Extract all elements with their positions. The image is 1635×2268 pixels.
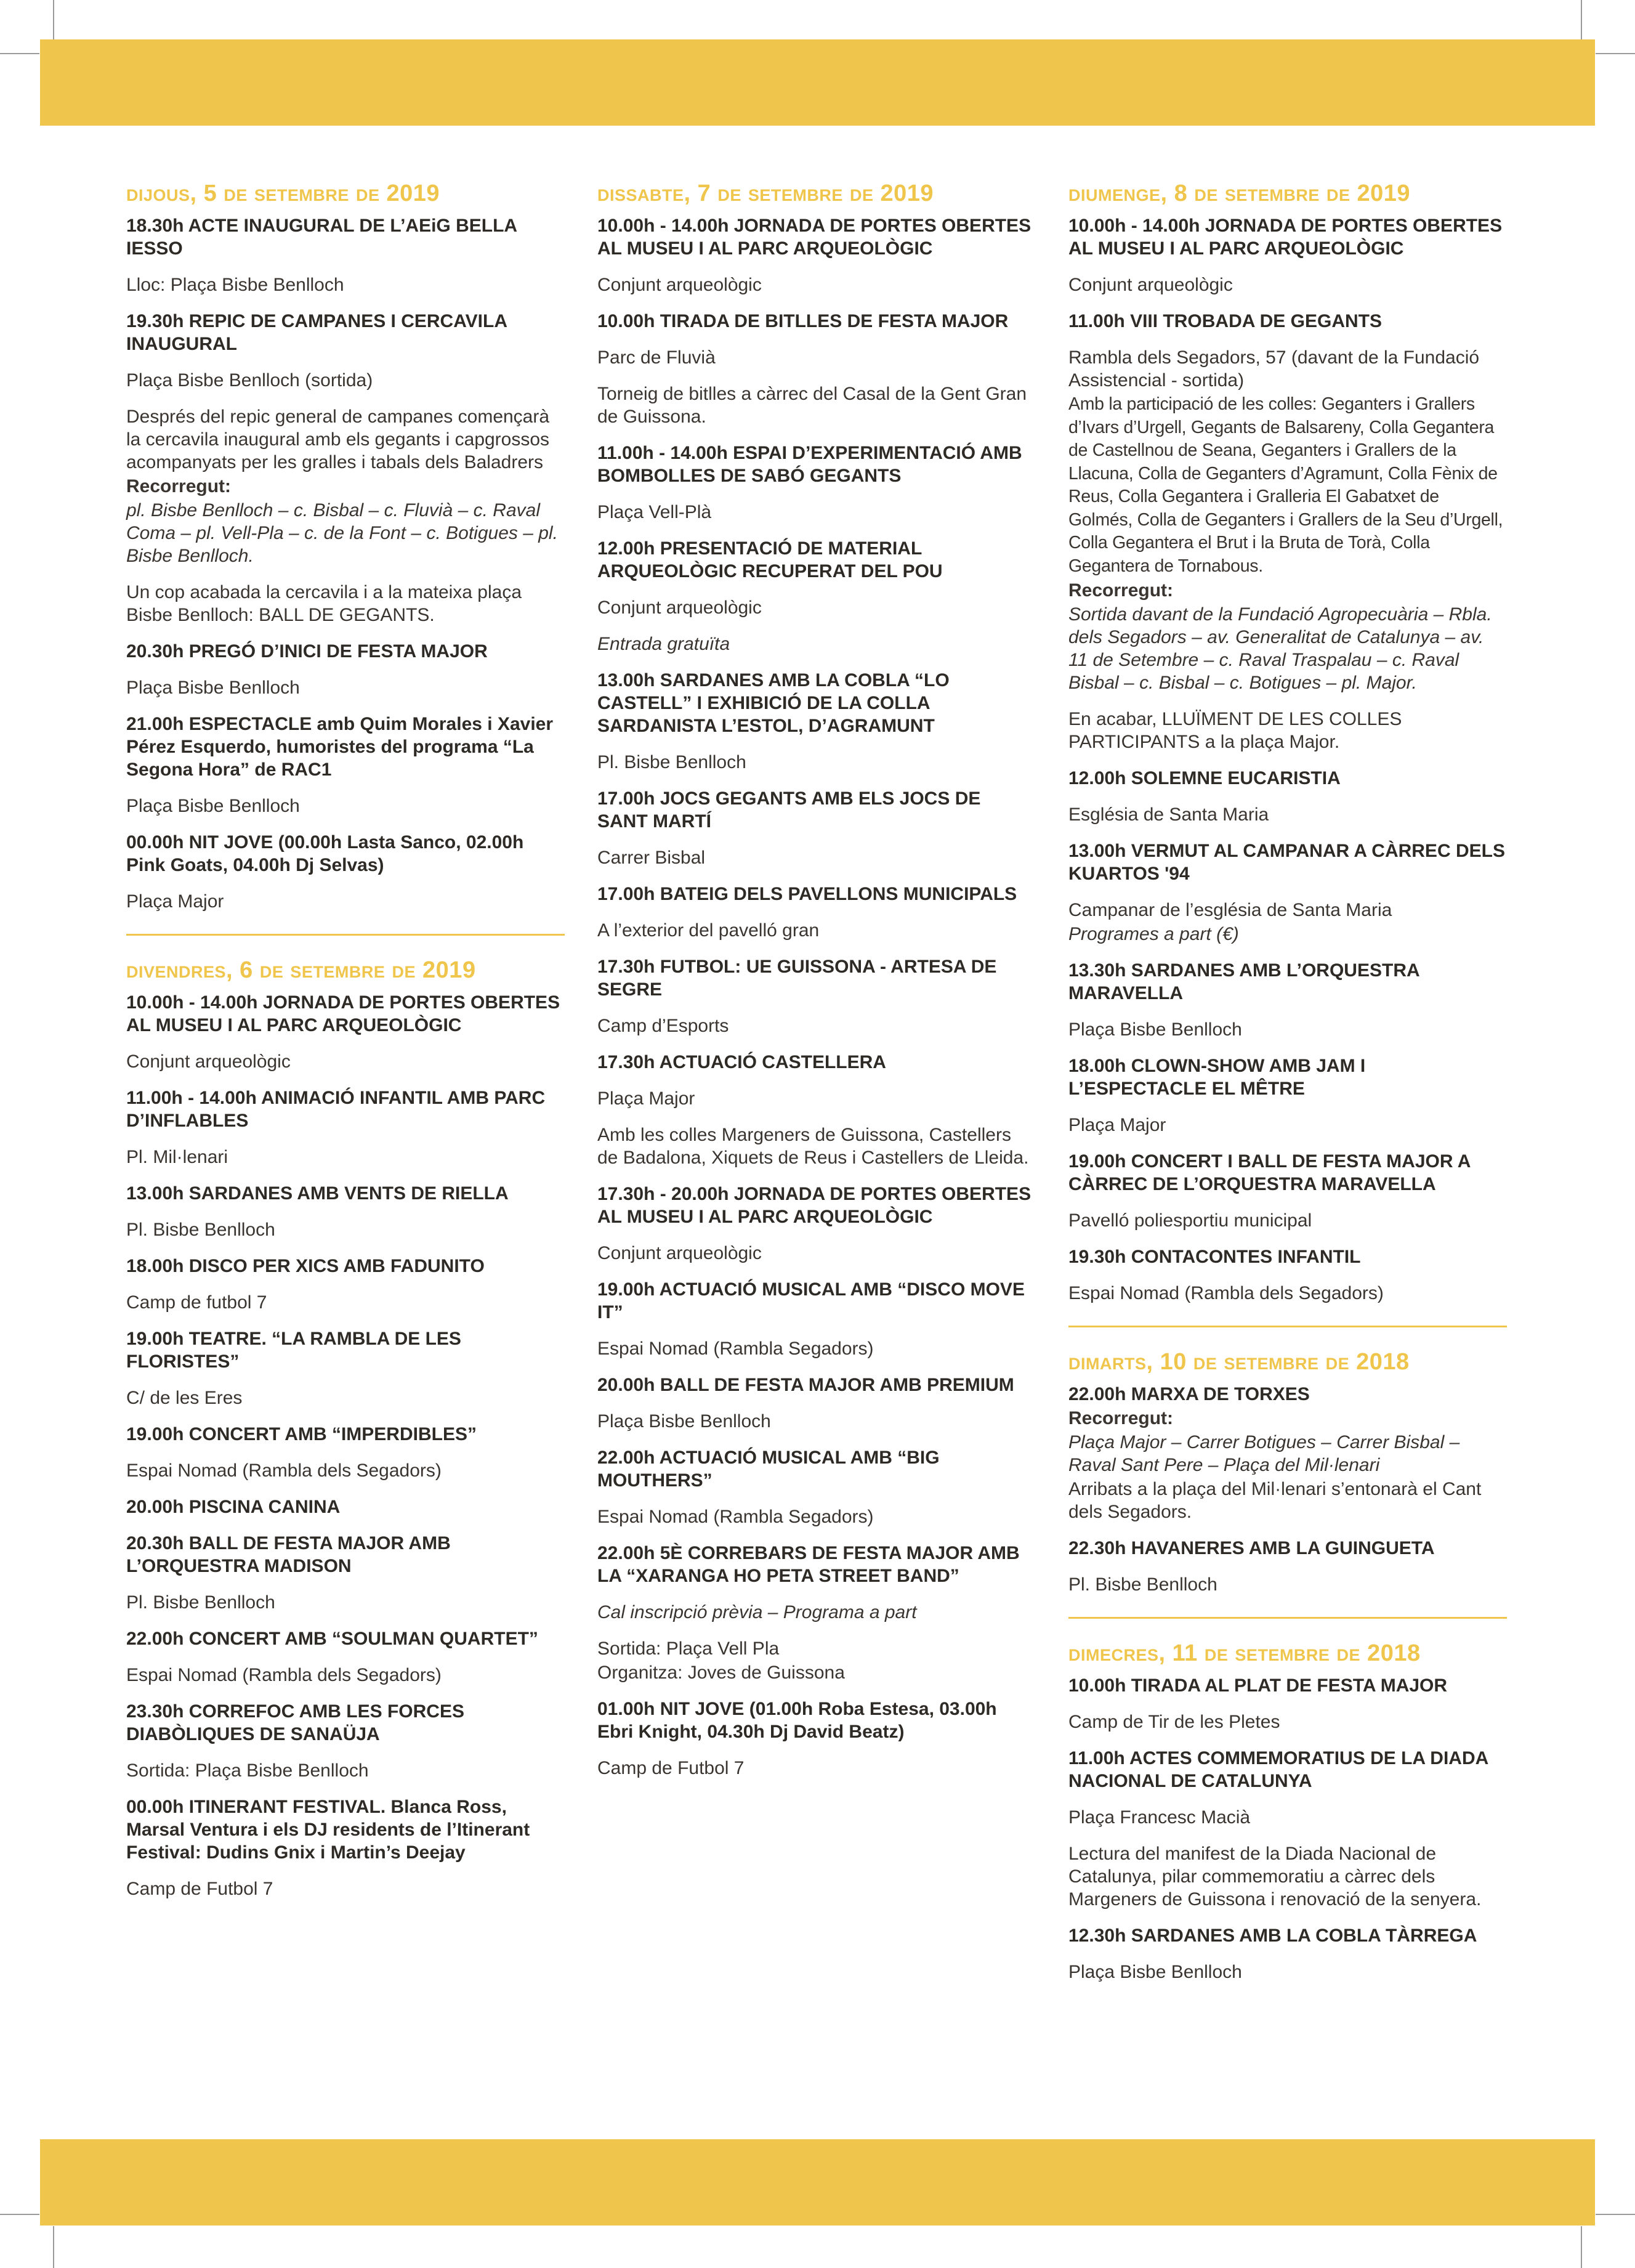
event-item bbox=[126, 1423, 565, 1482]
event-detail: Després del repic general de campanes començarà la cercavila inaugural amb els gegants i capgrossos acompanyats per les gralles i tabals dels Baladrers bbox=[126, 407, 550, 472]
event-detail: Conjunt arqueològic bbox=[1068, 275, 1233, 295]
event-note: Sortida davant de la Fundació Agropecuària – Rbla. dels Segadors – av. Generalitat de Catalunya – av. 11 de Setembre – c. Raval Traspalau – c. Raval Bisbal – c. Bisbal – c. Botigues – pl. Major. bbox=[1068, 604, 1492, 693]
event-detail: Pl. Bisbe Benlloch bbox=[126, 1220, 275, 1240]
event-detail: C/ de les Eres bbox=[126, 1388, 243, 1408]
event-item bbox=[597, 669, 1036, 774]
event-item bbox=[126, 1700, 565, 1782]
event-title: 11.00h VIII TROBADA DE GEGANTS bbox=[1068, 311, 1382, 331]
event-title: 00.00h NIT JOVE (00.00h Lasta Sanco, 02.00h Pink Goats, 04.00h Dj Selvas) bbox=[126, 832, 524, 875]
event-title: 17.00h BATEIG DELS PAVELLONS MUNICIPALS bbox=[597, 884, 1017, 904]
event-detail: Església de Santa Maria bbox=[1068, 804, 1269, 825]
crop-mark-tl-v bbox=[53, 0, 54, 39]
event-title: 18.00h DISCO PER XICS AMB FADUNITO bbox=[126, 1256, 485, 1276]
event-item bbox=[1068, 214, 1507, 296]
event-item bbox=[597, 1183, 1036, 1265]
day-section bbox=[597, 180, 1036, 1780]
event-detail: Plaça Major bbox=[597, 1088, 695, 1109]
event-item bbox=[1068, 959, 1507, 1041]
event-item bbox=[126, 1182, 565, 1241]
event-item bbox=[126, 1532, 565, 1614]
route-label: Recorregut: bbox=[1068, 1408, 1174, 1428]
route-label: Recorregut: bbox=[1068, 580, 1174, 601]
event-item bbox=[126, 1087, 565, 1168]
event-item bbox=[597, 442, 1036, 524]
crop-mark-bl-v bbox=[53, 2226, 54, 2268]
event-item bbox=[1068, 767, 1507, 826]
event-detail: Conjunt arqueològic bbox=[126, 1051, 291, 1072]
event-item bbox=[1068, 1674, 1507, 1733]
event-item bbox=[1068, 310, 1507, 753]
event-item bbox=[126, 214, 565, 296]
crop-mark-br-h bbox=[1596, 2214, 1635, 2215]
program-column-1 bbox=[126, 180, 565, 1914]
event-item bbox=[126, 310, 565, 626]
event-title: 01.00h NIT JOVE (01.00h Roba Estesa, 03.00h Ebri Knight, 04.30h Dj David Beatz) bbox=[597, 1699, 997, 1742]
event-title: 22.00h ACTUACIÓ MUSICAL AMB “BIG MOUTHERS” bbox=[597, 1448, 940, 1491]
event-title: 20.00h PISCINA CANINA bbox=[126, 1497, 341, 1517]
event-title: 11.00h - 14.00h ESPAI D’EXPERIMENTACIÓ AMB BOMBOLLES DE SABÓ GEGANTS bbox=[597, 443, 1022, 486]
event-item bbox=[126, 1627, 565, 1687]
event-title: 10.00h TIRADA AL PLAT DE FESTA MAJOR bbox=[1068, 1675, 1448, 1696]
event-title: 17.30h FUTBOL: UE GUISSONA - ARTESA DE SEGRE bbox=[597, 957, 997, 1000]
day-title: dimecres, 11 de setembre de 2018 bbox=[1068, 1640, 1421, 1666]
event-item bbox=[597, 1374, 1036, 1433]
program-column-2 bbox=[597, 180, 1036, 1793]
event-title: 22.00h MARXA DE TORXES bbox=[1068, 1384, 1310, 1404]
event-detail: Plaça Bisbe Benlloch bbox=[1068, 1962, 1242, 1982]
day-section bbox=[126, 180, 565, 913]
event-title: 11.00h - 14.00h ANIMACIÓ INFANTIL AMB PARC D’INFLABLES bbox=[126, 1088, 546, 1131]
event-detail: Conjunt arqueològic bbox=[597, 597, 762, 618]
event-item bbox=[597, 1051, 1036, 1169]
event-item bbox=[597, 1446, 1036, 1528]
event-title: 22.30h HAVANERES AMB LA GUINGUETA bbox=[1068, 1538, 1435, 1558]
event-detail: Conjunt arqueològic bbox=[597, 275, 762, 295]
event-title: 19.00h CONCERT AMB “IMPERDIBLES” bbox=[126, 1424, 477, 1444]
event-detail: Pl. Bisbe Benlloch bbox=[126, 1592, 275, 1613]
event-title: 18.30h ACTE INAUGURAL DE L’AEiG BELLA IESSO bbox=[126, 216, 517, 259]
event-detail: Conjunt arqueològic bbox=[597, 1243, 762, 1263]
event-item bbox=[597, 537, 1036, 655]
crop-mark-bl-h bbox=[0, 2214, 39, 2215]
event-item bbox=[597, 955, 1036, 1037]
event-title: 19.30h REPIC DE CAMPANES I CERCAVILA INAUGURAL bbox=[126, 311, 507, 354]
event-item bbox=[126, 1327, 565, 1409]
event-item bbox=[126, 831, 565, 913]
event-detail: Pavelló poliesportiu municipal bbox=[1068, 1210, 1312, 1231]
event-title: 10.00h - 14.00h JORNADA DE PORTES OBERTES AL MUSEU I AL PARC ARQUEOLÒGIC bbox=[1068, 216, 1503, 259]
day-section bbox=[126, 957, 565, 1900]
event-detail: Campanar de l’església de Santa Maria bbox=[1068, 900, 1392, 920]
day-section bbox=[1068, 1348, 1507, 1596]
event-detail: Espai Nomad (Rambla Segadors) bbox=[597, 1507, 874, 1527]
event-detail: Torneig de bitlles a càrrec del Casal de la Gent Gran de Guissona. bbox=[597, 384, 1027, 427]
event-title: 13.00h SARDANES AMB VENTS DE RIELLA bbox=[126, 1183, 509, 1204]
event-item bbox=[597, 1278, 1036, 1360]
day-title: dissabte, 7 de setembre de 2019 bbox=[597, 180, 934, 206]
event-title: 20.00h BALL DE FESTA MAJOR AMB PREMIUM bbox=[597, 1375, 1014, 1395]
event-detail: Amb les colles Margeners de Guissona, Castellers de Badalona, Xiquets de Reus i Castellers de Lleida. bbox=[597, 1125, 1029, 1168]
day-title: dijous, 5 de setembre de 2019 bbox=[126, 180, 440, 206]
event-detail: Espai Nomad (Rambla dels Segadors) bbox=[126, 1665, 442, 1685]
event-title: 22.00h 5È CORREBARS DE FESTA MAJOR AMB LA “XARANGA HO PETA STREET BAND” bbox=[597, 1543, 1020, 1586]
day-separator bbox=[1068, 1617, 1507, 1619]
event-detail: Plaça Bisbe Benlloch bbox=[597, 1411, 771, 1432]
event-item bbox=[1068, 1924, 1507, 1983]
event-title: 10.00h - 14.00h JORNADA DE PORTES OBERTES AL MUSEU I AL PARC ARQUEOLÒGIC bbox=[597, 216, 1031, 259]
event-title: 12.00h PRESENTACIÓ DE MATERIAL ARQUEOLÒGIC RECUPERAT DEL POU bbox=[597, 538, 943, 581]
event-detail: Plaça Bisbe Benlloch bbox=[1068, 1019, 1242, 1040]
day-separator bbox=[126, 934, 565, 936]
event-detail: Rambla dels Segadors, 57 (davant de la Fundació Assistencial - sortida) bbox=[1068, 347, 1480, 391]
event-detail: Plaça Francesc Macià bbox=[1068, 1807, 1251, 1828]
event-title: 21.00h ESPECTACLE amb Quim Morales i Xavier Pérez Esquerdo, humoristes del programa “La Segona Hora” de RAC1 bbox=[126, 714, 554, 780]
event-title: 17.30h ACTUACIÓ CASTELLERA bbox=[597, 1052, 886, 1072]
event-detail: Plaça Major bbox=[1068, 1115, 1166, 1135]
event-detail: Organitza: Joves de Guissona bbox=[597, 1663, 845, 1683]
event-title: 20.30h BALL DE FESTA MAJOR AMB L’ORQUESTRA MADISON bbox=[126, 1533, 451, 1576]
event-note: Plaça Major – Carrer Botigues – Carrer Bisbal – Raval Sant Pere – Plaça del Mil·lenari bbox=[1068, 1432, 1460, 1475]
event-title: 10.00h TIRADA DE BITLLES DE FESTA MAJOR bbox=[597, 311, 1009, 331]
event-item bbox=[1068, 1055, 1507, 1136]
day-title: diumenge, 8 de setembre de 2019 bbox=[1068, 180, 1411, 206]
day-title: divendres, 6 de setembre de 2019 bbox=[126, 957, 476, 983]
event-item bbox=[597, 1698, 1036, 1780]
event-title: 13.00h SARDANES AMB LA COBLA “LO CASTELL” I EXHIBICIÓ DE LA COLLA SARDANISTA L’ESTOL, D’AGRAMUNT bbox=[597, 670, 950, 736]
event-detail: Camp de Tir de les Pletes bbox=[1068, 1712, 1280, 1732]
event-item bbox=[1068, 840, 1507, 946]
program-column-3 bbox=[1068, 180, 1507, 1997]
event-title: 12.00h SOLEMNE EUCARISTIA bbox=[1068, 768, 1341, 788]
event-title: 12.30h SARDANES AMB LA COBLA TÀRREGA bbox=[1068, 1926, 1477, 1946]
bottom-decorative-band bbox=[40, 2139, 1595, 2225]
crop-mark-tr-v bbox=[1581, 0, 1582, 39]
event-title: 18.00h CLOWN-SHOW AMB JAM I L’ESPECTACLE EL MÊTRE bbox=[1068, 1056, 1366, 1099]
crop-mark-tr-h bbox=[1596, 53, 1635, 54]
event-title: 17.00h JOCS GEGANTS AMB ELS JOCS DE SANT MARTÍ bbox=[597, 788, 981, 832]
event-detail: A l’exterior del pavelló gran bbox=[597, 920, 820, 941]
event-note: Programes a part (€) bbox=[1068, 924, 1239, 944]
event-item bbox=[597, 787, 1036, 869]
event-item bbox=[597, 214, 1036, 296]
event-detail: En acabar, LLUÏMENT DE LES COLLES PARTICIPANTS a la plaça Major. bbox=[1068, 709, 1402, 752]
event-detail: Amb la participació de les colles: Geganters i Grallers d’Ivars d’Urgell, Gegants de Balsareny, Colla Gegantera de Castellnou de Seana, Geganters i Grallers de la Llacuna, Colla de Geganters d’Agramunt, Colla Fènix de Reus, Colla Gegantera i Gralleria El Gabatxet de Golmés, Colla de Geganters i Grallers de la Seu d’Urgell, Colla Gegantera el Brut i la Bruta de Torà, Colla Gegantera de Tornabous. bbox=[1068, 394, 1503, 576]
event-item bbox=[597, 883, 1036, 942]
event-item bbox=[126, 1255, 565, 1314]
day-section bbox=[1068, 1640, 1507, 1983]
event-detail: Espai Nomad (Rambla dels Segadors) bbox=[1068, 1283, 1384, 1303]
event-item bbox=[126, 1496, 565, 1518]
day-separator bbox=[1068, 1326, 1507, 1327]
event-detail: Plaça Vell-Plà bbox=[597, 502, 712, 522]
event-item bbox=[1068, 1150, 1507, 1232]
event-detail: Sortida: Plaça Vell Pla bbox=[597, 1638, 780, 1659]
event-detail: Plaça Major bbox=[126, 891, 224, 912]
event-title: 10.00h - 14.00h JORNADA DE PORTES OBERTES AL MUSEU I AL PARC ARQUEOLÒGIC bbox=[126, 992, 560, 1035]
event-note: Entrada gratuïta bbox=[597, 634, 730, 654]
event-item bbox=[1068, 1537, 1507, 1596]
event-detail: Plaça Bisbe Benlloch (sortida) bbox=[126, 370, 373, 391]
event-title: 19.00h CONCERT I BALL DE FESTA MAJOR A CÀRREC DE L’ORQUESTRA MARAVELLA bbox=[1068, 1151, 1471, 1194]
event-item bbox=[126, 640, 565, 699]
event-detail: Un cop acabada la cercavila i a la mateixa plaça Bisbe Benlloch: BALL DE GEGANTS. bbox=[126, 582, 522, 625]
event-detail: Pl. Bisbe Benlloch bbox=[597, 752, 746, 772]
event-item bbox=[126, 713, 565, 817]
event-detail: Plaça Bisbe Benlloch bbox=[126, 796, 300, 816]
event-note: Cal inscripció prèvia – Programa a part bbox=[597, 1602, 917, 1622]
event-detail: Pl. Mil·lenari bbox=[126, 1147, 228, 1167]
event-detail: Camp de Futbol 7 bbox=[597, 1758, 745, 1778]
crop-mark-br-v bbox=[1581, 2226, 1582, 2268]
event-detail: Espai Nomad (Rambla dels Segadors) bbox=[126, 1460, 442, 1481]
event-detail: Carrer Bisbal bbox=[597, 848, 706, 868]
event-note: pl. Bisbe Benlloch – c. Bisbal – c. Fluvià – c. Raval Coma – pl. Vell-Pla – c. de la Font – c. Botigues – pl. Bisbe Benlloch. bbox=[126, 500, 558, 566]
event-detail: Pl. Bisbe Benlloch bbox=[1068, 1574, 1217, 1595]
event-title: 23.30h CORREFOC AMB LES FORCES DIABÒLIQUES DE SANAÜJA bbox=[126, 1701, 464, 1744]
event-detail: Lloc: Plaça Bisbe Benlloch bbox=[126, 275, 344, 295]
event-title: 17.30h - 20.00h JORNADA DE PORTES OBERTES AL MUSEU I AL PARC ARQUEOLÒGIC bbox=[597, 1184, 1031, 1227]
event-detail: Sortida: Plaça Bisbe Benlloch bbox=[126, 1760, 369, 1781]
event-title: 00.00h ITINERANT FESTIVAL. Blanca Ross, Marsal Ventura i els DJ residents de l’Itinerant Festival: Dudins Gnix i Martin’s Deejay bbox=[126, 1797, 530, 1863]
event-detail: Plaça Bisbe Benlloch bbox=[126, 678, 300, 698]
event-detail: Camp de Futbol 7 bbox=[126, 1879, 273, 1899]
event-title: 22.00h CONCERT AMB “SOULMAN QUARTET” bbox=[126, 1629, 538, 1649]
event-title: 13.30h SARDANES AMB L’ORQUESTRA MARAVELLA bbox=[1068, 960, 1419, 1003]
event-detail: Camp de futbol 7 bbox=[126, 1292, 267, 1313]
event-title: 13.00h VERMUT AL CAMPANAR A CÀRREC DELS KUARTOS '94 bbox=[1068, 841, 1505, 884]
event-item bbox=[1068, 1383, 1507, 1523]
route-label: Recorregut: bbox=[126, 476, 232, 496]
event-detail: Espai Nomad (Rambla Segadors) bbox=[597, 1339, 874, 1359]
day-title: dimarts, 10 de setembre de 2018 bbox=[1068, 1349, 1410, 1375]
event-item bbox=[597, 1542, 1036, 1684]
event-item bbox=[1068, 1245, 1507, 1305]
event-title: 19.00h TEATRE. “LA RAMBLA DE LES FLORISTES” bbox=[126, 1329, 461, 1372]
event-title: 19.30h CONTACONTES INFANTIL bbox=[1068, 1247, 1361, 1267]
event-item bbox=[597, 310, 1036, 428]
event-item bbox=[1068, 1747, 1507, 1911]
crop-mark-tl-h bbox=[0, 53, 39, 54]
top-decorative-band bbox=[40, 39, 1595, 126]
day-section bbox=[1068, 180, 1507, 1305]
event-detail: Camp d’Esports bbox=[597, 1016, 729, 1036]
event-detail: Arribats a la plaça del Mil·lenari s’entonarà el Cant dels Segadors. bbox=[1068, 1479, 1482, 1522]
event-title: 11.00h ACTES COMMEMORATIUS DE LA DIADA NACIONAL DE CATALUNYA bbox=[1068, 1748, 1488, 1791]
event-detail: Lectura del manifest de la Diada Nacional de Catalunya, pilar commemoratiu a càrrec dels Margeners de Guissona i renovació de la senyera. bbox=[1068, 1844, 1482, 1910]
event-title: 19.00h ACTUACIÓ MUSICAL AMB “DISCO MOVE IT” bbox=[597, 1279, 1025, 1322]
event-item bbox=[126, 1796, 565, 1900]
event-detail: Parc de Fluvià bbox=[597, 347, 716, 368]
event-item bbox=[126, 991, 565, 1073]
event-title: 20.30h PREGÓ D’INICI DE FESTA MAJOR bbox=[126, 641, 488, 662]
